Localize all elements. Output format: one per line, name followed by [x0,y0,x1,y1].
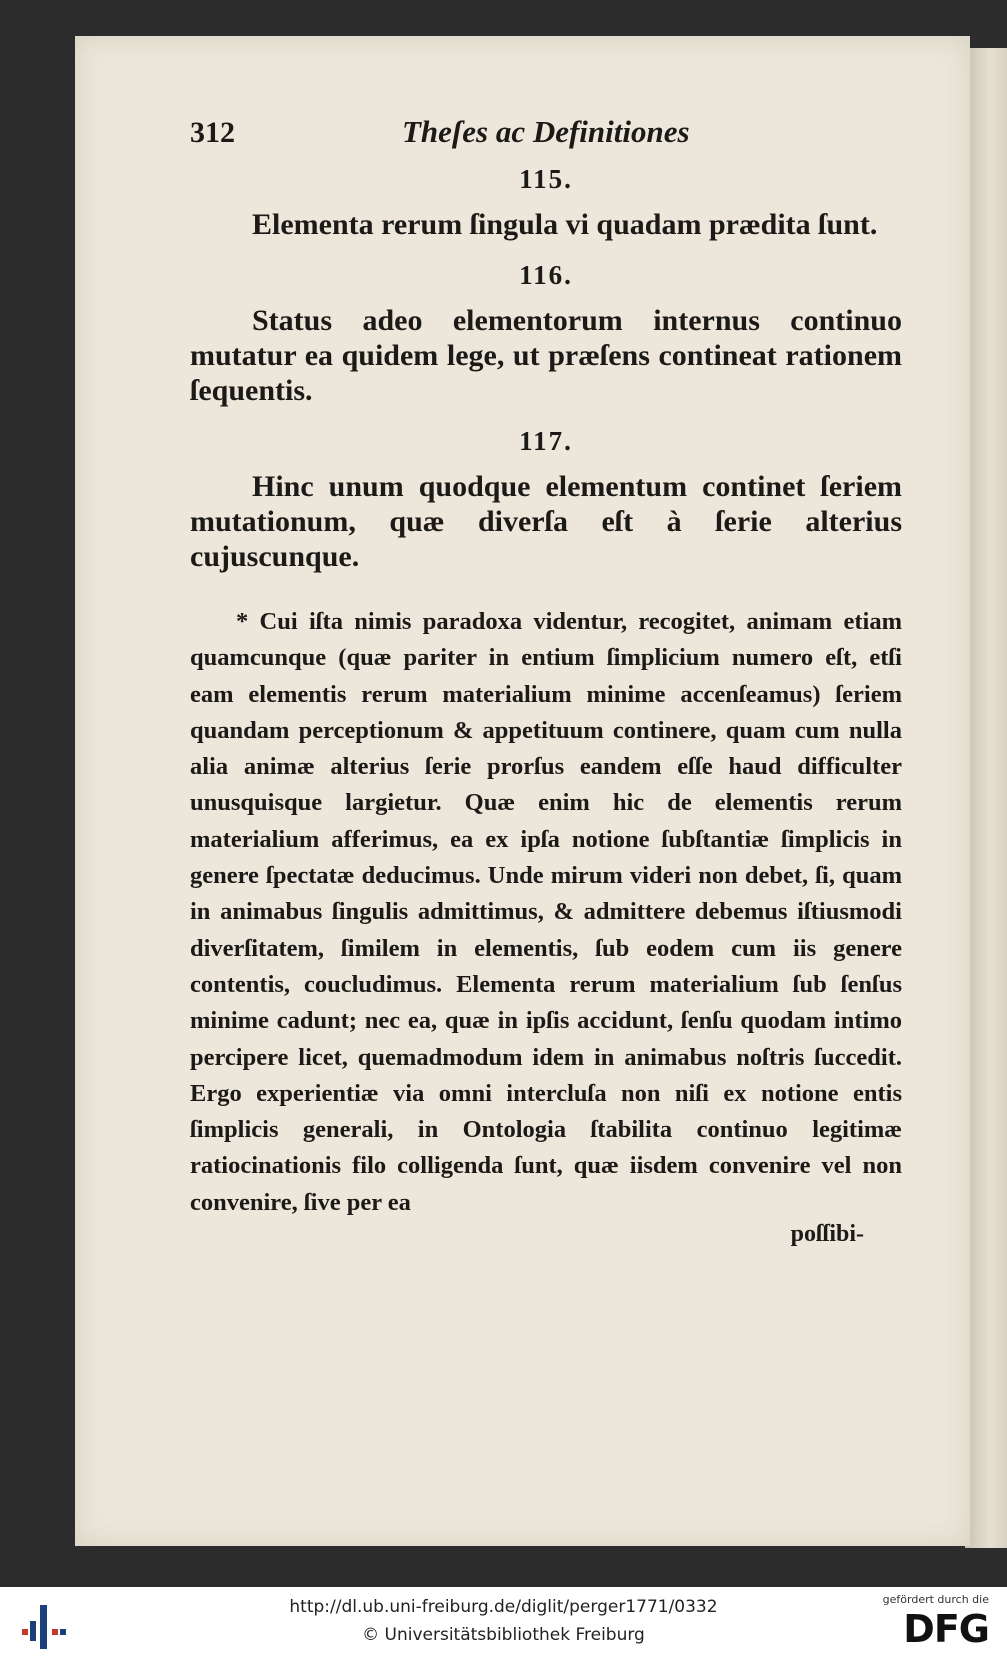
section-number: 117. [519,426,573,456]
book-page [75,36,970,1546]
thesis-text: Elementa rerum ſingula vi quadam prædita ſunt. [252,208,878,241]
copyright-credit: © Universitätsbibliothek Freiburg [362,1625,645,1645]
thesis-text: Hinc unum quodque elementum continet ſeriem mutationum, quæ diverſa eſt à ſerie alterius cujuscunque. [190,470,902,573]
section-number: 116. [519,260,573,290]
page-text [190,86,902,1248]
catchword: poſſibi- [790,1221,864,1248]
thesis-text: Status adeo elementorum internus continuo mutatur ea quidem lege, ut præſens contineat rationem ſequentis. [190,304,902,407]
running-head [190,86,902,149]
viewer-footer [0,1587,1007,1660]
running-title: Theſes ac Definitiones [402,114,690,149]
section-number: 115. [519,164,573,194]
page-number: 312 [190,116,235,149]
next-page-edge [965,48,1007,1548]
funding-note: gefördert durch die [882,1593,989,1606]
footnote-text: * Cui iſta nimis paradoxa videntur, recogitet, animam etiam quamcunque (quæ pariter in entium ſimplicium numero eſt, etſi eam elementis rerum materialium minime accenſeamus) ſeriem quandam perceptionum & appetituum continere, quam cum nulla alia animæ alterius ſerie prorſus eandem eſſe haud difficulter unusquisque largietur. Quæ enim hic de elementis rerum materialium afferimus, ea ex ipſa notione ſubſtantiæ ſimplicis in genere ſpectatæ deducimus. Unde mirum videri non debet, ſi, quam in animabus ſingulis admittimus, & admittere debemus iſtiusmodi diverſitatem, ſimilem in elementis, ſub eodem cum iis genere contentis, coucludimus. Elementa rerum materialium ſub ſenſus minime cadunt; nec ea, quæ in ipſis accidunt, ſenſu quodam intimo percipere licet, quemadmodum idem in animabus noſtris ſuccedit. Ergo experientiæ via omni intercluſa non niſi ex notione entis ſimplicis generali, in Ontologia ſtabilita continuo legitimæ ratiocinationis filo colligenda ſunt, quæ iisdem convenire vel non convenire, ſive per ea [190,608,902,1216]
dfg-logo: DFG [903,1607,989,1651]
permalink-url[interactable]: http://dl.ub.uni-freiburg.de/diglit/perger1771/0332 [289,1597,718,1617]
